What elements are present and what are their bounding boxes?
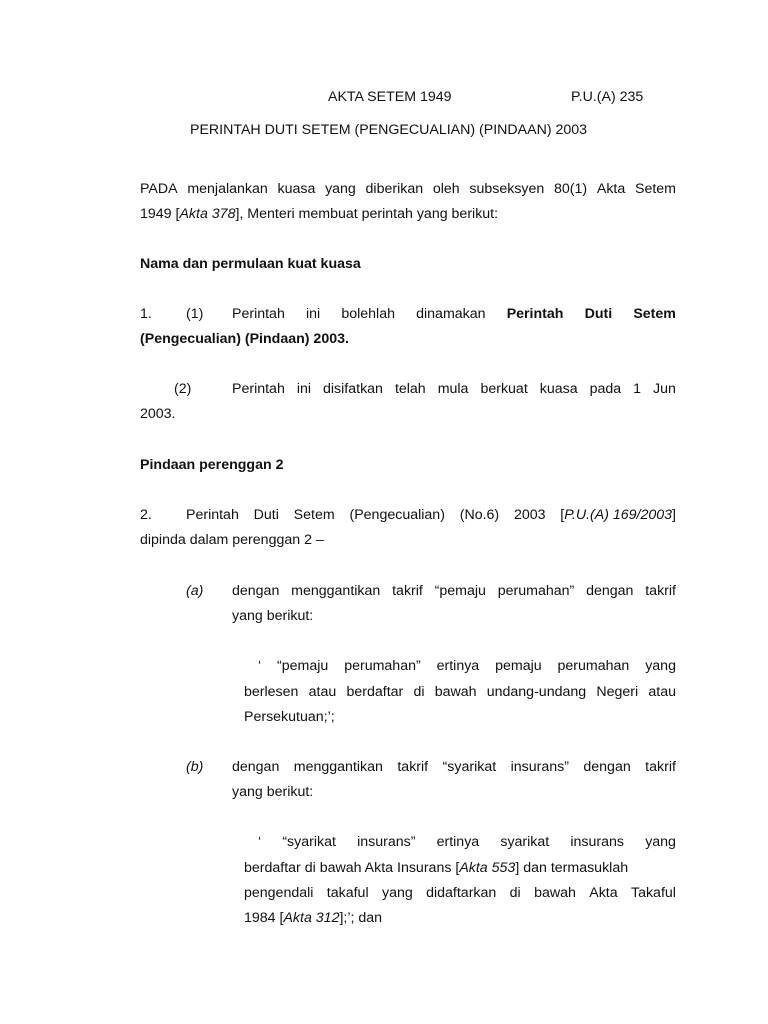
citation-post: ] bbox=[672, 507, 676, 523]
citation-pu: P.U.(A) 169/2003 bbox=[564, 507, 673, 523]
word: 1 bbox=[633, 381, 642, 397]
para-b-line-1 bbox=[232, 759, 676, 775]
word: PADA bbox=[140, 181, 178, 197]
word: “syarikat bbox=[442, 759, 497, 775]
word: kuasa bbox=[277, 181, 316, 197]
word: Setem bbox=[293, 507, 335, 523]
quote-b-act-553: Akta 553 bbox=[459, 860, 516, 876]
quote-b-act-312: Akta 312 bbox=[283, 910, 340, 926]
quote-b-line-2 bbox=[244, 860, 628, 876]
word: 2003 bbox=[513, 507, 546, 523]
heading-amendment-para-2: Pindaan perenggan 2 bbox=[140, 457, 284, 473]
quote-b-line-1 bbox=[258, 834, 676, 850]
word: Setem bbox=[633, 306, 676, 322]
section-2-line-1 bbox=[186, 507, 676, 523]
word: takrif bbox=[392, 583, 423, 599]
quote-b-line-4 bbox=[244, 910, 382, 926]
word: yang bbox=[381, 885, 413, 901]
section-2-number: 2. bbox=[140, 507, 152, 523]
word: takrif bbox=[645, 583, 676, 599]
preamble-pre: 1949 [ bbox=[140, 206, 180, 222]
word: yang bbox=[645, 658, 676, 674]
quote-a-line-2 bbox=[244, 684, 676, 700]
word: undang-undang bbox=[486, 684, 587, 700]
preamble-act-citation: Akta 378 bbox=[179, 206, 236, 222]
word: dengan bbox=[586, 583, 634, 599]
word: diberikan bbox=[365, 181, 424, 197]
word: yang bbox=[645, 834, 676, 850]
section-1-line-2: (Pengecualian) (Pindaan) 2003. bbox=[140, 331, 349, 347]
section-1-2-line-1 bbox=[232, 381, 676, 397]
word: kuasa bbox=[539, 381, 578, 397]
word: menjalankan bbox=[187, 181, 268, 197]
word: bawah bbox=[534, 885, 576, 901]
word: didaftarkan bbox=[426, 885, 497, 901]
order-title: PERINTAH DUTI SETEM (PENGECUALIAN) (PINDAAN) 2003 bbox=[190, 122, 588, 138]
section-1-sub-2: (2) bbox=[174, 381, 192, 397]
para-a-line-1 bbox=[232, 583, 676, 599]
quote-b-pre: berdaftar di bawah Akta Insurans [ bbox=[244, 860, 460, 876]
word: pada bbox=[589, 381, 622, 397]
word: pemaju bbox=[495, 658, 542, 674]
word: dengan bbox=[232, 583, 280, 599]
section-1-line-1 bbox=[232, 306, 676, 322]
preamble-post: ], Menteri membuat perintah yang berikut: bbox=[235, 206, 499, 222]
quote-a-line-1 bbox=[258, 658, 676, 674]
word: Akta bbox=[589, 885, 618, 901]
word: atau bbox=[648, 684, 676, 700]
quote-b-l4-pre: 1984 [ bbox=[244, 910, 284, 926]
section-2-line-2: dipinda dalam perenggan 2 – bbox=[140, 532, 324, 548]
word: di bbox=[509, 885, 521, 901]
word: Setem bbox=[634, 181, 676, 197]
quote-b-l4-post: ];’; dan bbox=[339, 910, 383, 926]
word: insurans” bbox=[510, 759, 569, 775]
word: 80(1) bbox=[554, 181, 588, 197]
word: Akta bbox=[596, 181, 626, 197]
word: berdaftar bbox=[346, 684, 404, 700]
section-1-number: 1. bbox=[140, 306, 152, 322]
word: (Pengecualian) bbox=[349, 507, 445, 523]
para-b-label: (b) bbox=[186, 759, 204, 775]
word: ertinya bbox=[436, 658, 480, 674]
word: insurans” bbox=[357, 834, 416, 850]
word: bawah bbox=[434, 684, 477, 700]
section-1-sub-1: (1) bbox=[186, 306, 204, 322]
word: ertinya bbox=[436, 834, 480, 850]
word: Perintah bbox=[506, 306, 564, 322]
section-1-2-line-2: 2003. bbox=[140, 406, 176, 422]
word: Perintah bbox=[232, 306, 285, 322]
word: subseksyen bbox=[469, 181, 545, 197]
word: disifatkan bbox=[323, 381, 383, 397]
pu-number: P.U.(A) 235 bbox=[571, 89, 644, 105]
word: “pemaju bbox=[434, 583, 486, 599]
word: pengendali bbox=[244, 885, 314, 901]
word: Duti bbox=[584, 306, 613, 322]
citation-pre: [ bbox=[560, 507, 565, 523]
word: syarikat bbox=[500, 834, 550, 850]
citation bbox=[560, 507, 676, 523]
word: dengan bbox=[232, 759, 280, 775]
word: perumahan bbox=[557, 658, 630, 674]
word: Duti bbox=[253, 507, 279, 523]
word: Takaful bbox=[630, 885, 676, 901]
quote-b-post: ] dan termasuklah bbox=[515, 860, 629, 876]
heading-name-commencement: Nama dan permulaan kuat kuasa bbox=[140, 256, 361, 272]
word: Perintah bbox=[232, 381, 285, 397]
word: perumahan” bbox=[344, 658, 421, 674]
word: oleh bbox=[432, 181, 460, 197]
word: di bbox=[413, 684, 425, 700]
word: “pemaju bbox=[277, 658, 329, 674]
word: mula bbox=[437, 381, 469, 397]
para-a-line-2: yang berikut: bbox=[232, 608, 314, 624]
word: bolehlah bbox=[341, 306, 395, 322]
word: Perintah bbox=[186, 507, 239, 523]
word: dengan bbox=[583, 759, 631, 775]
word: berkuat bbox=[480, 381, 528, 397]
word: Negeri bbox=[596, 684, 639, 700]
word: insurans bbox=[570, 834, 625, 850]
para-b-line-2: yang berikut: bbox=[232, 784, 314, 800]
word: ini bbox=[305, 306, 321, 322]
para-a-label: (a) bbox=[186, 583, 204, 599]
quote-b-line-3 bbox=[244, 885, 676, 901]
word: ‘ bbox=[258, 658, 262, 674]
word: atau bbox=[308, 684, 337, 700]
word: “syarikat bbox=[282, 834, 336, 850]
quote-a-line-3: Persekutuan;’; bbox=[244, 709, 335, 725]
word: menggantikan bbox=[293, 759, 383, 775]
word: takaful bbox=[326, 885, 369, 901]
word: ‘ bbox=[258, 834, 262, 850]
word: telah bbox=[394, 381, 426, 397]
preamble-line-2 bbox=[140, 206, 498, 222]
word: takrif bbox=[397, 759, 429, 775]
word: ini bbox=[296, 381, 312, 397]
word: takrif bbox=[645, 759, 676, 775]
preamble-line-1 bbox=[140, 181, 676, 197]
word: (No.6) bbox=[459, 507, 500, 523]
word: menggantikan bbox=[291, 583, 381, 599]
word: Jun bbox=[653, 381, 676, 397]
word: yang bbox=[325, 181, 356, 197]
word: dinamakan bbox=[416, 306, 486, 322]
word: berlesen bbox=[244, 684, 299, 700]
word: perumahan” bbox=[497, 583, 575, 599]
act-title: AKTA SETEM 1949 bbox=[328, 89, 452, 105]
